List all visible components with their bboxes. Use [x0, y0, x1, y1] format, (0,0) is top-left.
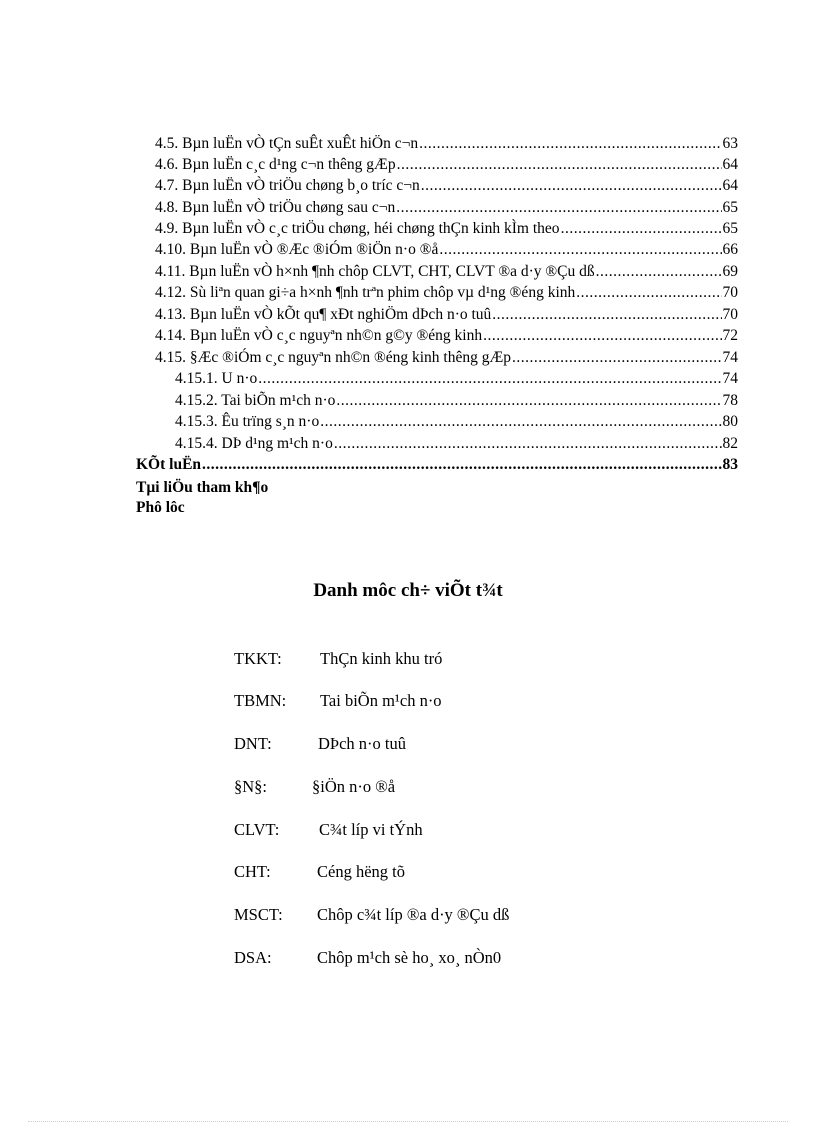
toc-entry [155, 348, 738, 368]
abbreviation-key: §N§: [234, 777, 267, 796]
toc-entry-page: 65 [722, 199, 738, 216]
toc-entry-title: 4.12. Sù liªn quan gi÷a h×nh ¶nh trªn phim chôp vµ d¹ng ®éng kinh [155, 284, 576, 301]
toc-entry-page: 74 [722, 349, 738, 366]
toc-entry [155, 155, 738, 175]
toc-leader [320, 412, 721, 432]
toc-entry-title: 4.15.2. Tai biÕn m¹ch n·o [175, 392, 336, 409]
toc-entry-title: 4.7. Bµn luËn vÒ triÖu chøng b¸o tríc c¬n [155, 177, 420, 194]
toc-entry [155, 262, 738, 282]
toc-entry-title: 4.8. Bµn luËn vÒ triÖu chøng sau c¬n [155, 199, 396, 216]
toc-entry-page: 64 [722, 156, 738, 173]
toc-leader [258, 369, 721, 389]
toc-entry-page: 82 [722, 435, 738, 452]
toc-entry-title: 4.9. Bµn luËn vÒ c¸c triÖu chøng, héi chøng thÇn kinh kÌm theo [155, 220, 560, 237]
toc-entry [155, 305, 738, 325]
toc-entry-title: 4.15. §Æc ®iÓm c¸c nguyªn nh©n ®éng kinh thêng gÆp [155, 349, 512, 366]
toc-leader [336, 391, 721, 411]
toc-entry-page: 70 [722, 284, 738, 301]
toc-leader [202, 455, 721, 475]
toc-leader [483, 326, 721, 346]
toc-entry-page: 72 [722, 327, 738, 344]
toc-entry [155, 176, 738, 196]
abbreviation-key: CHT: [234, 862, 271, 881]
toc-entry [175, 391, 738, 411]
toc-entry-page: 65 [722, 220, 738, 237]
abbreviation-key: TBMN: [234, 691, 287, 710]
abbreviation-value: Chôp m¹ch sè ho¸ xo¸ nÒn0 [317, 948, 502, 967]
abbreviation-key: DSA: [234, 948, 272, 967]
toc-entry-page: 74 [722, 370, 738, 387]
toc-entry [155, 326, 738, 346]
toc-entry [155, 240, 738, 260]
toc-entry [155, 198, 738, 218]
abbreviation-key: TKKT: [234, 649, 282, 668]
abbreviation-value: §iÖn n·o ®å [312, 777, 396, 796]
toc-leader [596, 262, 722, 282]
abbreviation-value: DÞch n·o tuû [318, 734, 406, 753]
toc-entry-references: Tµi liÖu tham kh¶o [136, 479, 269, 496]
abbreviation-value: Céng hëng tõ [317, 862, 405, 881]
toc-entry-title: 4.5. Bµn luËn vÒ tÇn suÊt xuÊt hiÖn c¬n [155, 135, 419, 152]
abbreviation-key: MSCT: [234, 905, 283, 924]
abbreviation-value: Chôp c¾t líp ®a d·y ®Çu dß [317, 905, 510, 924]
toc-leader [397, 155, 722, 175]
toc-leader [576, 283, 721, 303]
toc-entry-title: 4.14. Bµn luËn vÒ c¸c nguyªn nh©n g©y ®éng kinh [155, 327, 483, 344]
toc-entry-title: 4.15.4. DÞ d¹ng m¹ch n·o [175, 435, 333, 452]
abbreviation-value: Tai biÕn m¹ch n·o [320, 691, 442, 710]
abbreviations-heading: Danh môc ch÷ viÕt t¾t [313, 580, 503, 601]
toc-leader [421, 176, 722, 196]
toc-entry-page: 64 [722, 177, 738, 194]
toc-entry-page: 78 [722, 392, 738, 409]
toc-entry-conclusion [136, 455, 738, 475]
abbreviation-value: C¾t líp vi tÝnh [319, 820, 423, 839]
toc-entry-appendix: Phô lôc [136, 499, 185, 516]
toc-leader [512, 348, 721, 368]
toc-entry-title: 4.15.1. U n·o [175, 370, 258, 387]
toc-leader [334, 434, 722, 454]
toc-entry-title: 4.6. Bµn luËn c¸c d¹ng c¬n thêng gÆp [155, 156, 396, 173]
toc-entry-page: 70 [722, 306, 738, 323]
toc-leader [492, 305, 721, 325]
toc-entry [155, 134, 738, 154]
toc-leader [439, 240, 721, 260]
toc-entry-page: 69 [722, 263, 738, 280]
toc-leader [561, 219, 722, 239]
toc-entry [175, 412, 738, 432]
toc-entry [155, 219, 738, 239]
toc-entry-page: 63 [722, 135, 738, 152]
toc-entry-title: 4.13. Bµn luËn vÒ kÕt qu¶ xÐt nghiÖm dÞch n·o tuû [155, 306, 492, 323]
toc-leader [396, 198, 721, 218]
toc-entry [175, 434, 738, 454]
toc-entry-title: 4.10. Bµn luËn vÒ ®Æc ®iÓm ®iÖn n·o ®å [155, 241, 439, 258]
toc-entry-page: 66 [722, 241, 738, 258]
toc-leader [419, 134, 721, 154]
toc-entry-title: 4.15.3. Êu trïng s¸n n·o [175, 413, 320, 430]
toc-entry-title: KÕt luËn [136, 456, 202, 473]
page-bottom-divider [28, 1121, 788, 1122]
toc-entry [175, 369, 738, 389]
toc-entry-page: 83 [722, 456, 738, 473]
abbreviation-value: ThÇn kinh khu tró [320, 649, 443, 668]
abbreviation-key: CLVT: [234, 820, 280, 839]
toc-entry [155, 283, 738, 303]
toc-entry-title: 4.11. Bµn luËn vÒ h×nh ¶nh chôp CLVT, CHT, CLVT ®a d·y ®Çu dß [155, 263, 595, 280]
abbreviation-key: DNT: [234, 734, 272, 753]
toc-entry-page: 80 [722, 413, 738, 430]
